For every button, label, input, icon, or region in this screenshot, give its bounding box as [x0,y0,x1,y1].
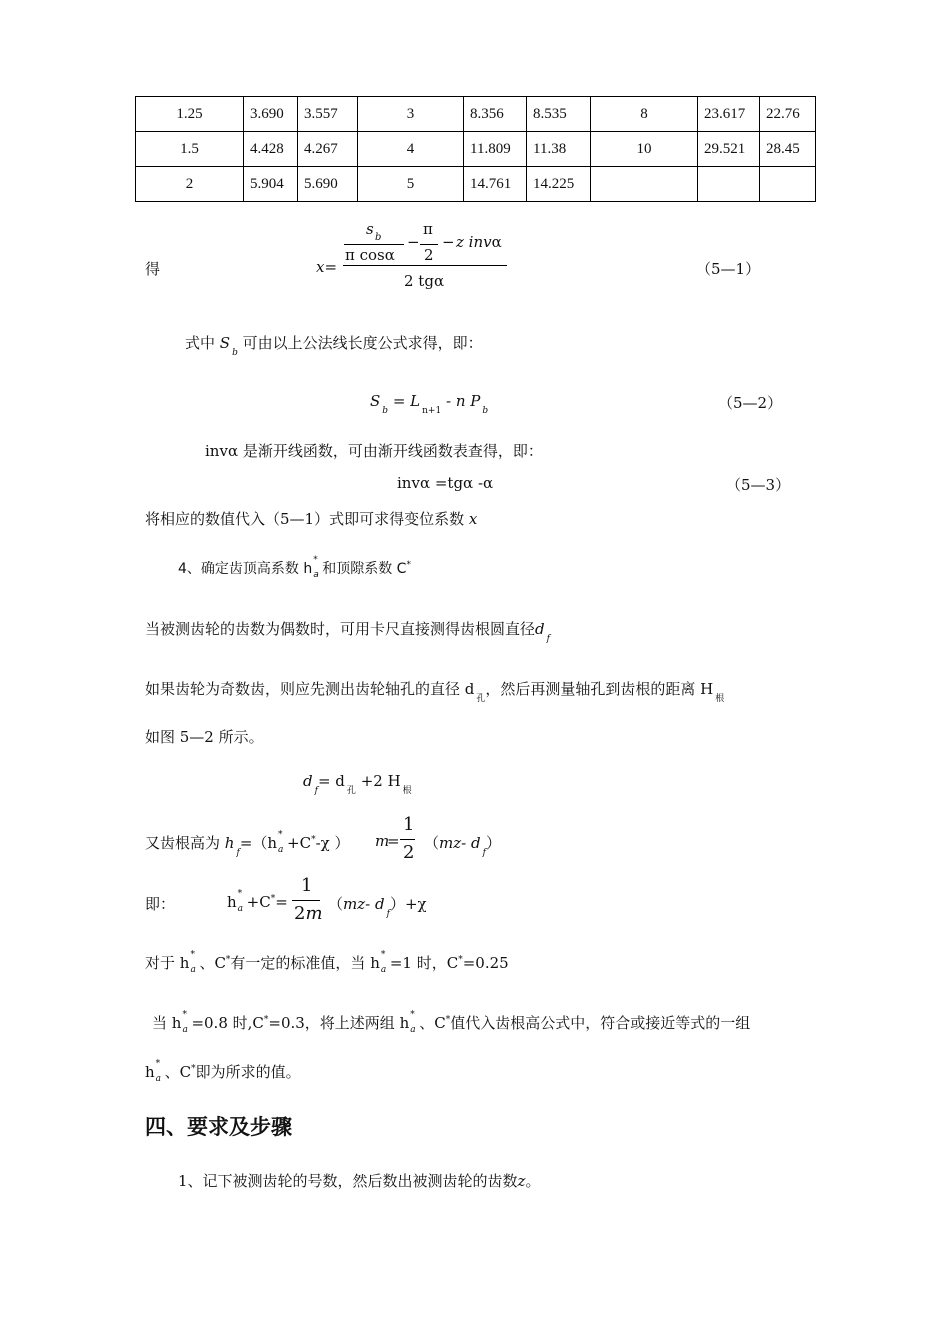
table-row [136,132,816,167]
text: =（h [239,834,278,852]
b-sub: b [382,406,389,416]
text: +C [287,834,312,852]
frac-sb [344,244,404,245]
eq52-number: （5—2） [718,394,783,412]
star: * [191,1064,196,1074]
para3 [145,508,477,529]
b-sub: b [232,348,238,358]
table-cell [698,167,760,202]
text: 式中 [185,334,216,352]
table-cell: 11.38 [527,132,591,167]
section-4-title [178,555,411,580]
eq-hf-eq: = [387,832,400,850]
table-row [136,167,816,202]
mz-text: mz- d [343,895,385,913]
alpha-sym: α [433,272,445,290]
h-var: h [145,1063,155,1081]
b-sub: b [482,406,489,416]
table-cell: 1.5 [136,132,244,167]
text: 是渐开线函数，可由渐开线函数表查得，即： [242,442,543,460]
eq-hf [145,830,350,858]
h-var: h [227,893,237,911]
frac-line [292,900,320,901]
star: * [406,560,411,570]
star: * [225,955,231,965]
x-var: x [316,258,325,276]
table-cell: 1.25 [136,97,244,132]
text: 有一定的标准值，当 h [230,954,380,972]
pi-top: π [423,220,433,238]
star: * [263,1015,269,1025]
frac-one: 1 [403,814,415,835]
para5 [145,678,725,704]
minus-1: − [407,233,420,251]
eq53 [397,474,493,492]
table-cell: 8 [591,97,698,132]
table-cell: 4.428 [244,132,298,167]
text: 和顶隙系数 C [322,561,407,577]
eq51-lhs [316,258,337,276]
text: 可由以上公法线长度公式求得，即： [242,334,483,352]
den-text: 2 tg [404,272,434,290]
para8 [152,1012,750,1034]
step-1 [178,1170,540,1191]
f-sub: f [546,634,550,644]
text: 4、确定齿顶高系数 h [178,561,313,577]
minus-2: − [442,233,455,251]
frac-pi2 [420,244,438,245]
table-cell: 3.557 [298,97,358,132]
table-cell: 2 [136,167,244,202]
gen-sub: 根 [715,694,725,704]
star: * [458,955,463,965]
table-cell [760,167,816,202]
table-cell: 5 [358,167,464,202]
table-cell: 5.904 [244,167,298,202]
pi-cos [345,246,395,264]
text: 如果齿轮为奇数齿，则应先测出齿轮轴孔的直径 d [145,680,475,698]
text: 将相应的数值代入（5—1）式即可求得变位系数 [145,510,465,528]
a-sub: a [190,965,196,975]
table-cell: 28.45 [760,132,816,167]
main-frac-line [343,265,507,266]
table-cell: 10 [591,132,698,167]
pi-cos-text: π cos [345,246,385,264]
z-inv [456,233,502,251]
eq-df [303,772,412,796]
table-cell: 14.225 [527,167,591,202]
star: * [182,1010,187,1020]
sb-sub: b [375,232,382,243]
n1-sub: n+1 [422,406,442,416]
two: 2 [294,903,306,924]
table-cell: 4 [358,132,464,167]
table-cell: 11.809 [464,132,527,167]
para2 [205,440,543,461]
table-cell: 8.535 [527,97,591,132]
eq-hf-tail [424,832,501,858]
text: +C [246,893,271,911]
alpha-sym: α [384,246,395,264]
gen-sub: 根 [402,786,412,796]
table-cell: 29.521 [698,132,760,167]
text: 、C [164,1063,192,1081]
text: ） [485,834,501,852]
z-inv-text: z inv [456,233,492,251]
a-sub: a [237,904,244,914]
star: * [313,555,318,565]
eq52 [370,392,489,416]
star: * [237,889,243,899]
text: 、C [419,1014,446,1032]
text: = [275,893,288,911]
para4 [145,618,550,644]
table-cell: 22.76 [760,97,816,132]
eq51-lead: 得 [145,260,161,278]
h-var: h [224,834,235,852]
star: * [410,1010,415,1020]
text: =1 时，C [389,954,459,972]
a-sub: a [380,965,387,975]
inv-text: inv [205,442,228,460]
text: 即为所求的值。 [195,1063,301,1081]
eq-hf-m: m [375,832,390,850]
section-heading: 四、要求及步骤 [145,1115,292,1139]
star: * [278,830,283,840]
table-cell: 3 [358,97,464,132]
text: -χ ） [315,834,350,852]
text: 当 h [152,1014,182,1032]
text: 。 [525,1172,541,1190]
star: * [380,950,386,960]
table-cell: 5.690 [298,167,358,202]
text: 当被测齿轮的齿数为偶数时，可用卡尺直接测得齿根圆直径 [145,620,536,638]
eq-ji-lead: 即： [145,895,176,913]
tg-text: =tg [430,474,464,492]
frac-den [294,903,323,924]
text: = d [317,772,345,790]
a-sub: a [278,845,284,855]
star: * [270,894,276,904]
table-cell [591,167,698,202]
star: * [445,1015,451,1025]
x-var: x [468,510,478,528]
inv-text: inv [397,474,420,492]
eq53-number: （5—3） [726,476,791,494]
f-sub: f [236,848,240,858]
a-sub: a [313,570,319,580]
a-sub: a [155,1074,162,1084]
text: 值代入齿根高公式中，符合或接近等式的一组 [450,1014,751,1032]
den [404,272,444,290]
text: （ [424,834,440,852]
S-var: S [370,392,381,410]
eq51-number: （5—1） [696,260,761,278]
text: =0.8 时,C [191,1014,264,1032]
text: +2 H [355,772,401,790]
text: （ [328,895,344,913]
minus-text: - [473,474,484,492]
text: ）+χ [389,895,427,913]
star: * [190,950,195,960]
alpha-sym: α [491,233,502,251]
mid-text: - n P [446,392,481,410]
star: * [155,1059,161,1069]
sb-top: s [366,220,374,238]
two: 2 [424,246,434,264]
kong-sub: 孔 [346,786,356,796]
text: 1、记下被测齿轮的号数，然后数出被测齿轮的齿数 [178,1172,518,1190]
eq-sign: = [324,258,338,276]
text: ，然后再测量轴孔到齿根的距离 H [485,680,714,698]
kong-sub: 孔 [476,694,486,704]
d-var: d [535,620,545,638]
f-sub: f [314,786,318,796]
para6: 如图 5—2 所示。 [145,728,264,746]
text: =0.25 [462,954,509,972]
table-row [136,97,816,132]
table-cell: 23.617 [698,97,760,132]
d-var: d [303,772,313,790]
eq-ji-tail [328,893,427,919]
eq-ji [227,889,288,914]
text: 对于 h [145,954,190,972]
a-sub: a [410,1025,416,1035]
table-cell: 8.356 [464,97,527,132]
alpha-sym: α [483,474,494,492]
table-cell: 4.267 [298,132,358,167]
table-cell: 14.761 [464,167,527,202]
data-table [135,96,816,202]
frac-one: 1 [301,875,313,896]
text: 、C [199,954,226,972]
f-sub: f [386,909,390,919]
alpha-sym: α [463,474,474,492]
star: * [311,835,316,845]
a-sub: a [182,1025,188,1035]
alpha-sym: α [227,442,239,460]
f-sub: f [482,848,486,858]
para1 [185,332,483,358]
z-var: z [517,1172,526,1190]
eq-text: = L [392,392,421,410]
frac-two: 2 [403,842,415,863]
mz-text: mz- d [439,834,481,852]
para7 [145,952,509,974]
table-cell: 3.690 [244,97,298,132]
S-var: S [219,334,231,352]
m-var: m [305,903,323,924]
text: 又齿根高为 [145,834,221,852]
frac-line [400,839,415,840]
alpha-sym: α [419,474,431,492]
text: =0.3，将上述两组 h [268,1014,410,1032]
para9 [145,1061,301,1083]
